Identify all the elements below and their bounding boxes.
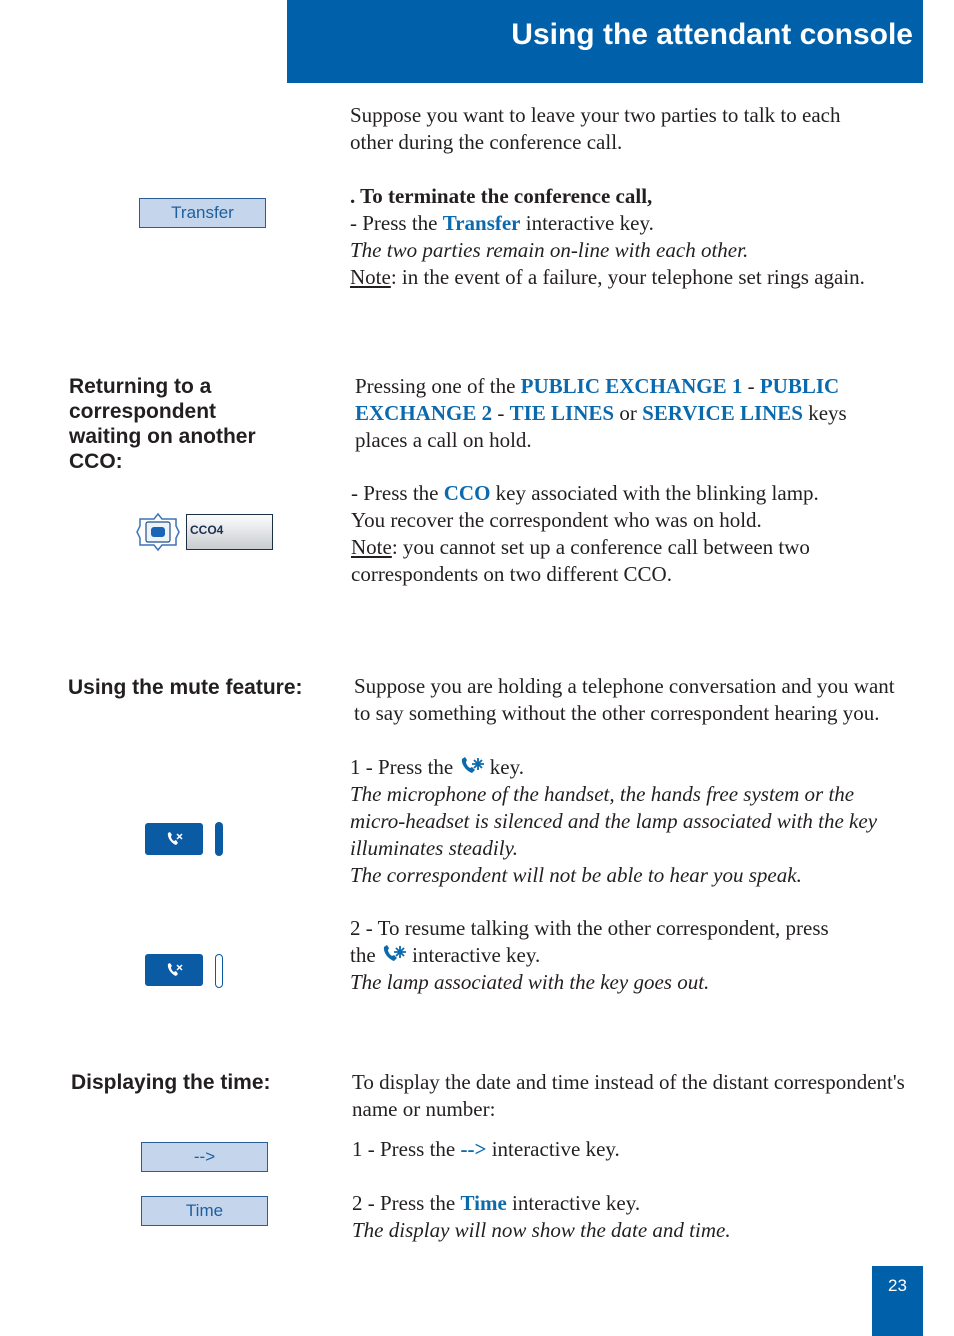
mute-icon: [145, 954, 203, 986]
conference-steps: [350, 183, 865, 291]
returning-paragraph: Pressing one of the PUBLIC EXCHANGE 1 - PUBLIC EXCHANGE 2 - TIE LINES or SERVICE LINES keys places a call on hold.: [355, 374, 847, 452]
mute-icon: [381, 943, 407, 965]
cco4-key[interactable]: CCO4: [186, 514, 273, 550]
conference-heading: . To terminate the conference call,: [350, 184, 653, 208]
conference-intro-line2: other during the conference call.: [350, 130, 623, 154]
conference-intro-line1: Suppose you want to leave your two parties to talk to each: [350, 103, 841, 127]
header-banner: [287, 0, 923, 83]
lamp-icon: [215, 822, 223, 856]
mute-key-on[interactable]: [145, 823, 203, 855]
cco-lamp-icon: [136, 512, 180, 552]
mute-key-off[interactable]: [145, 954, 203, 986]
time-softkey[interactable]: Time: [141, 1196, 268, 1226]
mute-step1: 1 - Press the key. The microphone of the handset, the hands free system or the micro-headset is silenced and the lamp associated with the key illuminates steadily. The correspondent will not be able to hear you speak.: [350, 755, 878, 887]
conference-result: The two parties remain on-line with each other.: [350, 238, 749, 262]
transfer-softkey[interactable]: Transfer: [139, 198, 266, 228]
mute-icon: [459, 755, 485, 777]
conference-note: Note: in the event of a failure, your telephone set rings again.: [350, 265, 865, 289]
mute-step2: 2 - To resume talking with the other correspondent, press the interactive key. The lamp associated with the key goes out.: [350, 916, 829, 994]
page-number: 23: [872, 1266, 923, 1336]
arrow-keyword: -->: [460, 1137, 487, 1161]
time-intro: To display the date and time instead of the distant correspondent's name or number:: [352, 1070, 905, 1121]
cco-keyword: CCO: [443, 481, 491, 505]
returning-steps: - Press the CCO key associated with the blinking lamp. You recover the correspondent who was on hold. Note: you cannot set up a conference call between two correspondents on two different CCO.: [351, 481, 819, 586]
time-side-heading: Displaying the time:: [71, 1071, 271, 1094]
mute-side-heading: Using the mute feature:: [68, 676, 303, 699]
lamp-icon: [215, 954, 223, 988]
conference-intro: [350, 102, 840, 156]
conference-step: - Press the Transfer interactive key.: [350, 211, 654, 235]
mute-icon: [145, 823, 203, 855]
transfer-keyword: Transfer: [442, 211, 521, 235]
time-step1: 1 - Press the --> interactive key.: [352, 1137, 620, 1161]
time-keyword: Time: [460, 1191, 507, 1215]
arrow-softkey[interactable]: -->: [141, 1142, 268, 1172]
time-step2: 2 - Press the Time interactive key. The display will now show the date and time.: [352, 1191, 731, 1242]
mute-intro: Suppose you are holding a telephone conversation and you want to say something without the other correspondent hearing you.: [354, 674, 895, 725]
page-title: Using the attendant console: [511, 18, 913, 51]
returning-side-heading: Returning to a correspondent waiting on another CCO:: [69, 375, 256, 473]
